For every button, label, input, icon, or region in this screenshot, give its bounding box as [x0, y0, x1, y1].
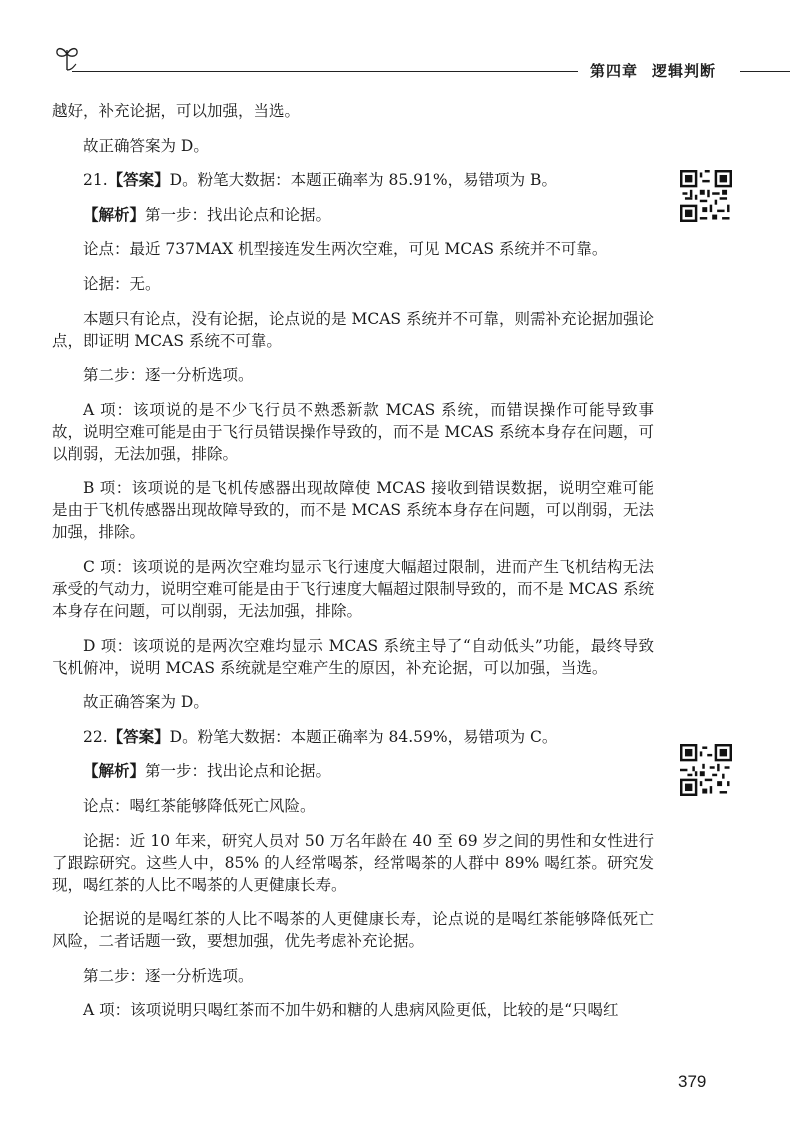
analysis-tag: 【解析】	[83, 761, 146, 781]
q22-answer-line	[52, 726, 654, 748]
paragraph: 论据：无。	[83, 274, 161, 293]
leaf-icon	[54, 42, 80, 72]
option-a-analysis: A 项：该项说的是不少飞行员不熟悉新款 MCAS 系统，而错误操作可能导致事故，说明空难可能是由于飞行员错误操作导致的，而不是 MCAS 系统本身存在问题，可以削弱，无法加强，排除。	[52, 400, 654, 463]
qr-code-icon[interactable]	[680, 170, 732, 222]
option-a-analysis: A 项：该项说明只喝红茶而不加牛奶和糖的人患病风险更低，比较的是“只喝红	[83, 1001, 619, 1020]
header-rule-right	[740, 71, 790, 72]
answer-text: D。粉笔大数据：本题正确率为 84.59%，易错项为 C。	[169, 727, 558, 746]
chapter-title: 逻辑判断	[652, 62, 717, 80]
chapter-number: 第四章	[590, 62, 639, 80]
paragraph: 论点：最近 737MAX 机型接连发生两次空难，可见 MCAS 系统并不可靠。	[83, 240, 608, 259]
q21-analysis-line	[52, 204, 654, 226]
chapter-heading	[590, 60, 716, 81]
paragraph: 故正确答案为 D。	[83, 693, 209, 712]
page-header	[0, 0, 800, 90]
option-d-analysis: D 项：该项说的是两次空难均显示 MCAS 系统主导了“自动低头”功能，最终导致飞机俯冲，说明 MCAS 系统就是空难产生的原因，补充论据，可以加强，当选。	[52, 636, 654, 677]
option-b-analysis: B 项：该项说的是飞机传感器出现故障使 MCAS 接收到错误数据，说明空难可能是由于飞机传感器出现故障导致的，而不是 MCAS 系统本身存在问题，可以削弱，无法加强，排除。	[52, 479, 654, 542]
page-body	[52, 100, 654, 1034]
page-number: 379	[678, 1072, 707, 1091]
paragraph: 论点：喝红茶能够降低死亡风险。	[83, 796, 316, 815]
paragraph: 故正确答案为 D。	[83, 136, 209, 155]
answer-text: D。粉笔大数据：本题正确率为 85.91%，易错项为 B。	[169, 171, 557, 190]
paragraph: 论据说的是喝红茶的人比不喝茶的人更健康长寿，论点说的是喝红茶能够降低死亡风险，二者话题一致，要想加强，优先考虑补充论据。	[52, 910, 654, 951]
analysis-step: 第一步：找出论点和论据。	[145, 762, 332, 781]
paragraph: 第二步：逐一分析选项。	[83, 966, 254, 985]
paragraph: 论据：近 10 年来，研究人员对 50 万名年龄在 40 至 69 岁之间的男性和女性进行了跟踪研究。这些人中，85% 的人经常喝茶，经常喝茶的人群中 89% 喝红茶。研究发现，喝红茶的人比不喝茶的人更健康长寿。	[52, 831, 654, 894]
q22-analysis-line	[52, 760, 654, 782]
answer-tag: 【答案】	[107, 170, 170, 190]
analysis-step: 第一步：找出论点和论据。	[145, 205, 332, 224]
q21-answer-line	[52, 169, 654, 191]
qr-code-icon[interactable]	[680, 744, 732, 796]
answer-tag: 【答案】	[107, 726, 170, 746]
paragraph: 本题只有论点，没有论据，论点说的是 MCAS 系统并不可靠，则需补充论据加强论点，即证明 MCAS 系统不可靠。	[52, 309, 654, 350]
analysis-tag: 【解析】	[83, 204, 146, 224]
option-c-analysis: C 项：该项说的是两次空难均显示飞行速度大幅超过限制，进而产生飞机结构无法承受的气动力，说明空难可能是由于飞行速度大幅超过限制导致的，而不是 MCAS 系统本身存在问题，可以削弱，无法加强，排除。	[52, 557, 654, 620]
paragraph: 第二步：逐一分析选项。	[83, 366, 254, 385]
question-number: 22.	[83, 727, 108, 746]
paragraph: 越好，补充论据，可以加强，当选。	[52, 102, 301, 120]
question-number: 21.	[83, 171, 108, 190]
header-rule-left	[72, 71, 578, 72]
